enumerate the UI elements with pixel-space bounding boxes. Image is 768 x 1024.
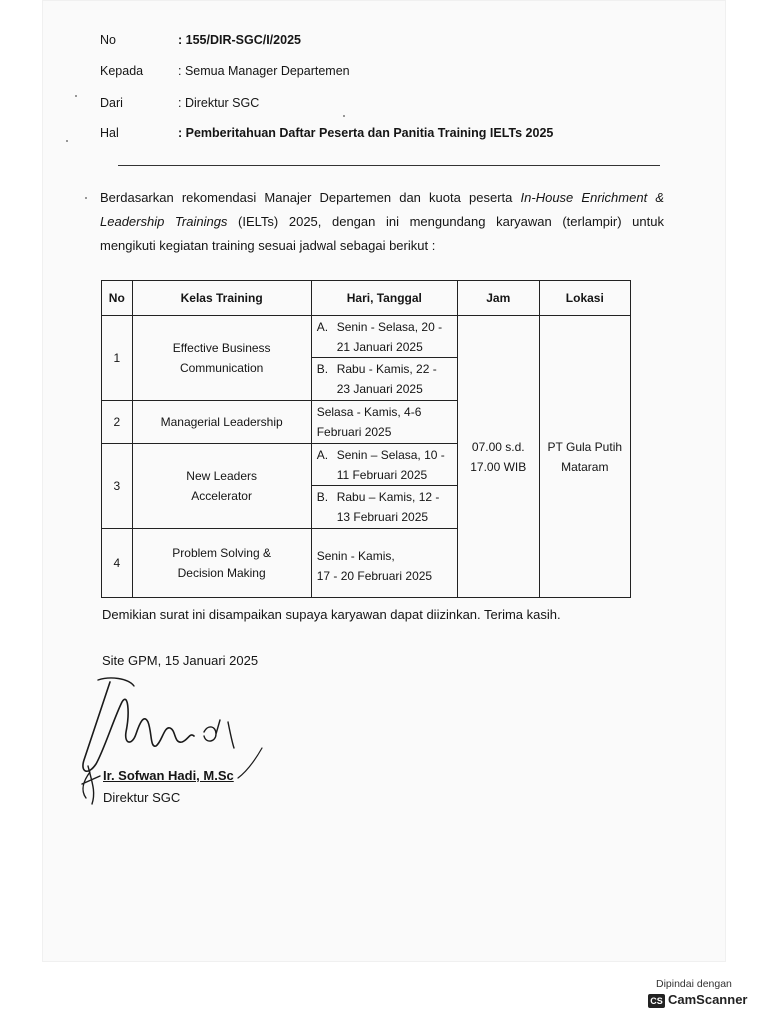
- option-text: Senin - Selasa, 20 - 21 Januari 2025: [336, 320, 443, 355]
- intro-text-1: Berdasarkan rekomendasi Manajer Departemen dan kuota peserta: [100, 190, 521, 205]
- row-no: 4: [102, 528, 133, 597]
- camscanner-logo-icon: CS: [648, 994, 665, 1008]
- row-no: 1: [102, 316, 133, 401]
- date-option-content: [312, 487, 457, 527]
- intro-line-3: mengikuti kegiatan training sesuai jadwal sebagai berikut :: [100, 238, 436, 253]
- row-no: 2: [102, 400, 133, 443]
- row-kelas: Problem Solving & Decision Making: [132, 528, 311, 597]
- scan-badge-name: CamScanner: [668, 992, 748, 1007]
- date-text: Selasa - Kamis, 4-6 Februari 2025: [316, 404, 422, 439]
- kepada-label: Kepada: [100, 64, 144, 78]
- hal-value: : Pemberitahuan Daftar Peserta dan Panitia Training IELTs 2025: [178, 126, 554, 140]
- table-row: [102, 316, 631, 401]
- header-jam: Jam: [457, 281, 539, 316]
- option-letter: B.: [316, 490, 329, 505]
- header-divider: [118, 165, 660, 166]
- option-text: Rabu – Kamis, 12 - 13 Februari 2025: [336, 490, 440, 525]
- scan-badge-caption: Dipindai dengan: [656, 978, 732, 990]
- option-text: Rabu - Kamis, 22 - 23 Januari 2025: [336, 362, 437, 397]
- hal-label: Hal: [100, 126, 119, 140]
- option-letter: A.: [316, 320, 329, 335]
- jam-cell: 07.00 s.d. 17.00 WIB: [457, 316, 539, 598]
- row-dates: [311, 528, 457, 597]
- signature-scribble: [70, 672, 270, 807]
- intro-line-1: [100, 186, 664, 210]
- scan-speck: [343, 115, 345, 117]
- intro-text-2: (IELTs) 2025, dengan ini mengundang karyawan (terlampir) untuk: [227, 214, 664, 229]
- row-kelas: Managerial Leadership: [132, 400, 311, 443]
- row-no: 3: [102, 444, 133, 529]
- intro-italic-2: Leadership Trainings: [100, 214, 228, 229]
- lokasi-cell: PT Gula Putih Mataram: [539, 316, 630, 598]
- scan-speck: [85, 197, 87, 199]
- signer-name: Ir. Sofwan Hadi, M.Sc: [103, 768, 234, 783]
- scan-speck: [66, 140, 68, 142]
- dari-label: Dari: [100, 96, 123, 110]
- camscanner-watermark: [644, 975, 752, 1013]
- kepada-value: : Semua Manager Departemen: [178, 64, 350, 78]
- row-dates: [311, 400, 457, 443]
- row-dates: [311, 316, 457, 401]
- no-value: : 155/DIR-SGC/I/2025: [178, 33, 301, 47]
- row-kelas: New Leaders Accelerator: [132, 444, 311, 529]
- header-kelas: Kelas Training: [132, 281, 311, 316]
- header-lokasi: Lokasi: [539, 281, 630, 316]
- place-date: Site GPM, 15 Januari 2025: [102, 653, 259, 668]
- table-header-row: [102, 281, 631, 316]
- signer-title: Direktur SGC: [103, 790, 181, 805]
- date-option-content: [312, 317, 457, 357]
- training-schedule-table: [101, 280, 631, 598]
- date-option: [312, 444, 457, 486]
- date-text-line-1: Senin - Kamis,: [316, 548, 395, 563]
- closing-sentence: Demikian surat ini disampaikan supaya karyawan dapat diizinkan. Terima kasih.: [102, 607, 561, 622]
- scan-speck: [75, 95, 77, 97]
- date-option-content: [312, 359, 457, 399]
- header-no: No: [102, 281, 133, 316]
- header-hari: Hari, Tanggal: [311, 281, 457, 316]
- option-letter: A.: [316, 448, 329, 463]
- row-dates: [311, 444, 457, 529]
- intro-italic-1: In-House Enrichment &: [520, 190, 664, 205]
- date-text-line-2: 17 - 20 Februari 2025: [316, 568, 433, 583]
- intro-paragraph: [100, 186, 664, 258]
- intro-line-2: [100, 210, 664, 234]
- date-option-content: [312, 445, 457, 485]
- date-option: [312, 486, 457, 527]
- option-letter: B.: [316, 362, 329, 377]
- date-option: [312, 316, 457, 358]
- no-label: No: [100, 33, 116, 47]
- dari-value: : Direktur SGC: [178, 96, 260, 110]
- row-kelas: Effective Business Communication: [132, 316, 311, 401]
- date-option: [312, 358, 457, 399]
- option-text: Senin – Selasa, 10 - 11 Februari 2025: [336, 448, 445, 483]
